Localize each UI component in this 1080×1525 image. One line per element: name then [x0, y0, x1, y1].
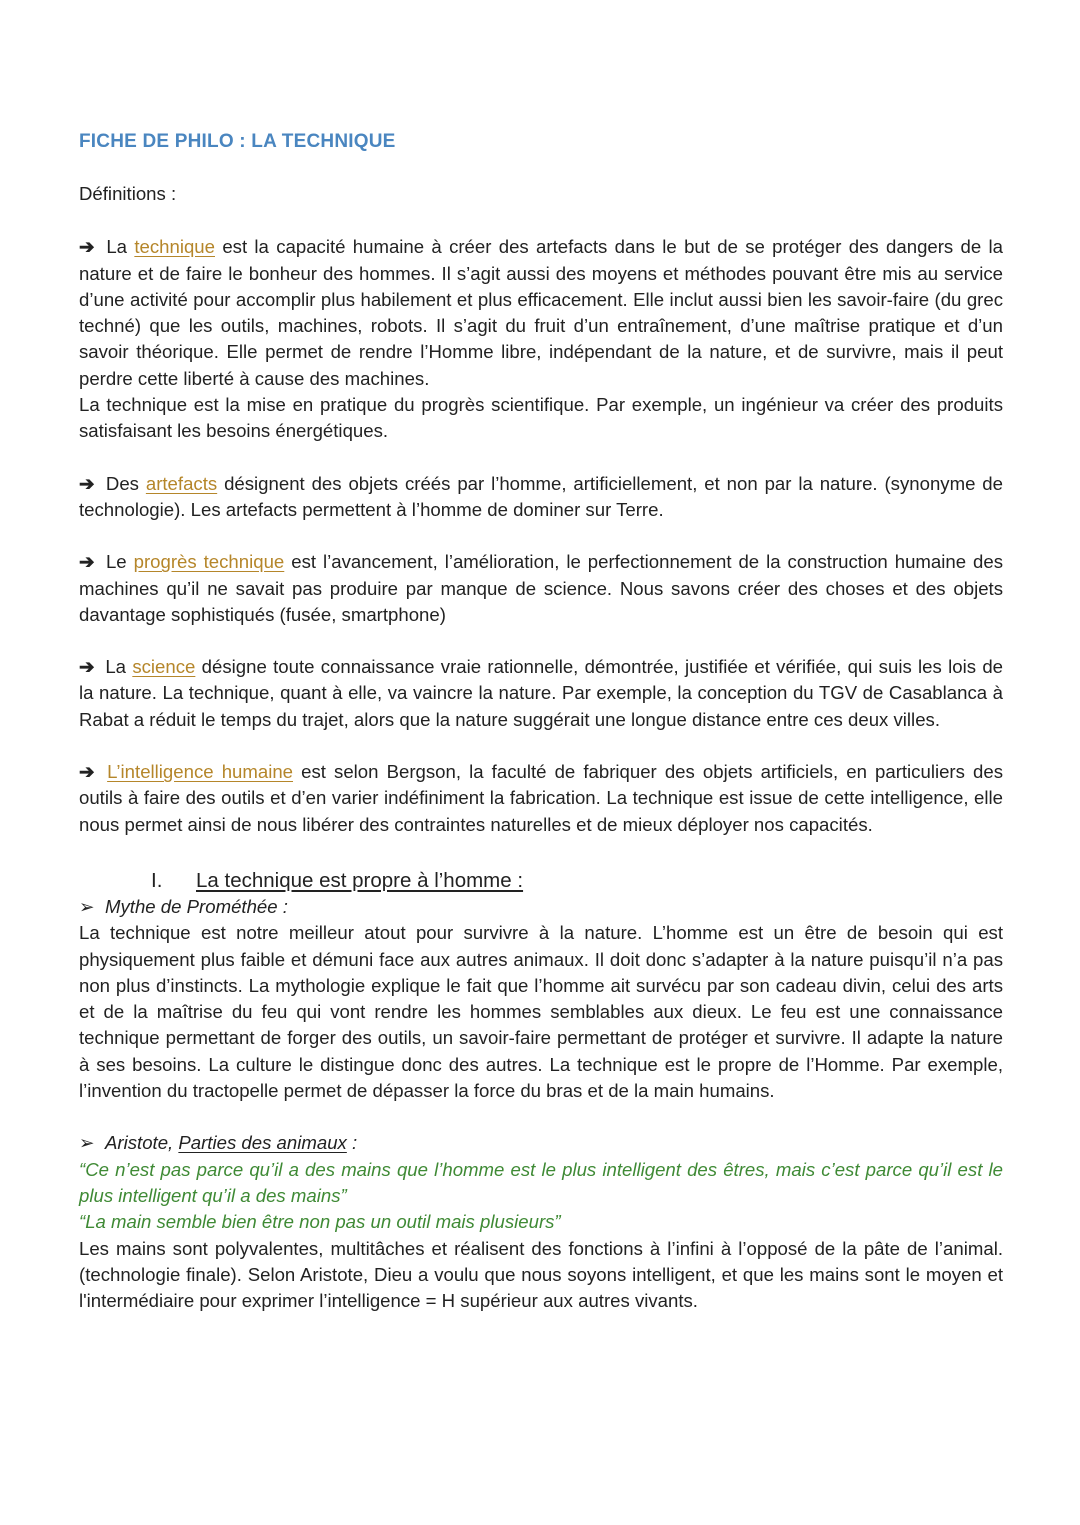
definitions-label: Définitions :	[79, 183, 177, 204]
definition-extra: La technique est la mise en pratique du progrès scientifique. Par exemple, un ingénieur va créer des produits satisfaisant les besoins énergétiques.	[79, 394, 1003, 442]
arrow-right-icon: ➔	[79, 236, 95, 258]
triangle-arrow-icon: ➢	[79, 1132, 95, 1154]
section-number: I.	[151, 868, 163, 892]
section-title: La technique est propre à l’homme :	[196, 868, 524, 892]
definition-paragraph: ➔ La science désigne toute connaissance vraie rationnelle, démontrée, justifiée et vérifiée, qui suis les lois de la nature. La technique, quant à elle, va vaincre la nature. Par exemple, la conception du TGV de Casablanca à Rabat a réduit le temps du trajet, alors que la nature suggérait une longue distance entre ces deux villes.	[79, 656, 1004, 730]
subsection-paragraph: Les mains sont polyvalentes, multitâches et réalisent des fonctions à l’infini à l’opposé de la pâte de l’animal.(technologie finale). Selon Aristote, Dieu a voulu que nous soyons intelligent, et que les mains sont le moyen et l'intermédiaire pour exprimer l’intelligence = H supérieur aux autres vivants.	[79, 1237, 1003, 1312]
subsection-promethee	[79, 894, 1003, 1104]
definition-technique	[79, 234, 1003, 444]
term-science: science	[132, 656, 196, 678]
term-progres-technique: progrès technique	[133, 551, 285, 573]
term-artefacts: artefacts	[145, 472, 218, 494]
work-title: Parties des animaux	[178, 1132, 347, 1154]
arrow-right-icon: ➔	[79, 551, 95, 573]
quote: “La main semble bien être non pas un outil mais plusieurs”	[79, 1211, 561, 1233]
definition-progres-technique	[79, 549, 1003, 628]
definition-intelligence-humaine	[79, 759, 1003, 838]
document-page	[79, 128, 1003, 1314]
definition-paragraph: ➔ Des artefacts désignent des objets créés par l’homme, artificiellement, et non par la nature. (synonyme de technologie). Les artefacts permettent à l’homme de dominer sur Terre.	[79, 472, 1003, 520]
definition-paragraph: ➔ Le progrès technique est l’avancement, l’amélioration, le perfectionnement de la construction humaine des machines qu’il ne savait pas produire par manque de science. Nous savons créer des choses et des objets davantage sophistiqués (fusée, smartphone)	[79, 551, 1003, 625]
arrow-right-icon: ➔	[79, 472, 95, 494]
term-intelligence-humaine: L’intelligence humaine	[107, 761, 294, 783]
definition-paragraph: ➔ La technique est la capacité humaine à créer des artefacts dans le but de se protéger des dangers de la nature et de faire le bonheur des hommes. Il s’agit aussi des moyens et méthodes pouvant être mis au service d’une activité pour accomplir plus habilement et plus efficacement. Elle inclut aussi bien les savoir-faire (du grec techné) que les outils, machines, robots. Il s’agit du fruit d’un entraînement, d’une maîtrise pratique et d’un savoir théorique. Elle permet de rendre l’Homme libre, indépendant de la nature, et de survivre, mais il peut perdre cette liberté à cause des machines.	[79, 236, 1004, 389]
subsection-paragraph: La technique est notre meilleur atout pour survivre à la nature. L’homme est un être de besoin qui est physiquement plus faible et démuni face aux autres animaux. Il doit donc s’adapter à la nature puisqu’il n’a pas non plus d’instincts. La mythologie explique le fait que l’homme ait survécu par son cadeau divin, celui des arts et de la maîtrise du feu qui vont rendre les hommes semblables aux dieux. Le feu est une connaissance technique permettant de forger des outils, un savoir-faire permettant de protéger et survivre. Il adapte la nature à ses besoins. La culture le distingue donc des autres. La technique est le propre de l’Homme. Par exemple, l’invention du tractopelle permet de dépasser la force du bras et de la main humains.	[79, 922, 1003, 1102]
subsection-title: ➢ Mythe de Prométhée :	[79, 894, 1003, 920]
quote: “Ce n’est pas parce qu’il a des mains que l’homme est le plus intelligent des êtres, mais c’est parce qu’il est le plus intelligent qu’il a des mains”	[79, 1158, 1003, 1206]
definition-science	[79, 654, 1003, 733]
arrow-right-icon: ➔	[79, 656, 95, 678]
subsection-title: ➢ Aristote, Parties des animaux :	[79, 1130, 1003, 1156]
definition-paragraph: ➔ L’intelligence humaine est selon Bergson, la faculté de fabriquer des objets artificiels, en particuliers des outils à faire des outils et d’en varier indéfiniment la fabrication. La technique est issue de cette intelligence, elle nous permet ainsi de nous libérer des contraintes naturelles et de mieux déployer nos capacités.	[79, 761, 1003, 835]
page-title: FICHE DE PHILO : LA TECHNIQUE	[79, 131, 396, 152]
section-heading	[79, 864, 1003, 894]
term-technique: technique	[134, 236, 215, 258]
triangle-arrow-icon: ➢	[79, 895, 95, 917]
subsection-aristote	[79, 1130, 1003, 1314]
definition-artefacts	[79, 471, 1003, 524]
arrow-right-icon: ➔	[79, 761, 95, 783]
